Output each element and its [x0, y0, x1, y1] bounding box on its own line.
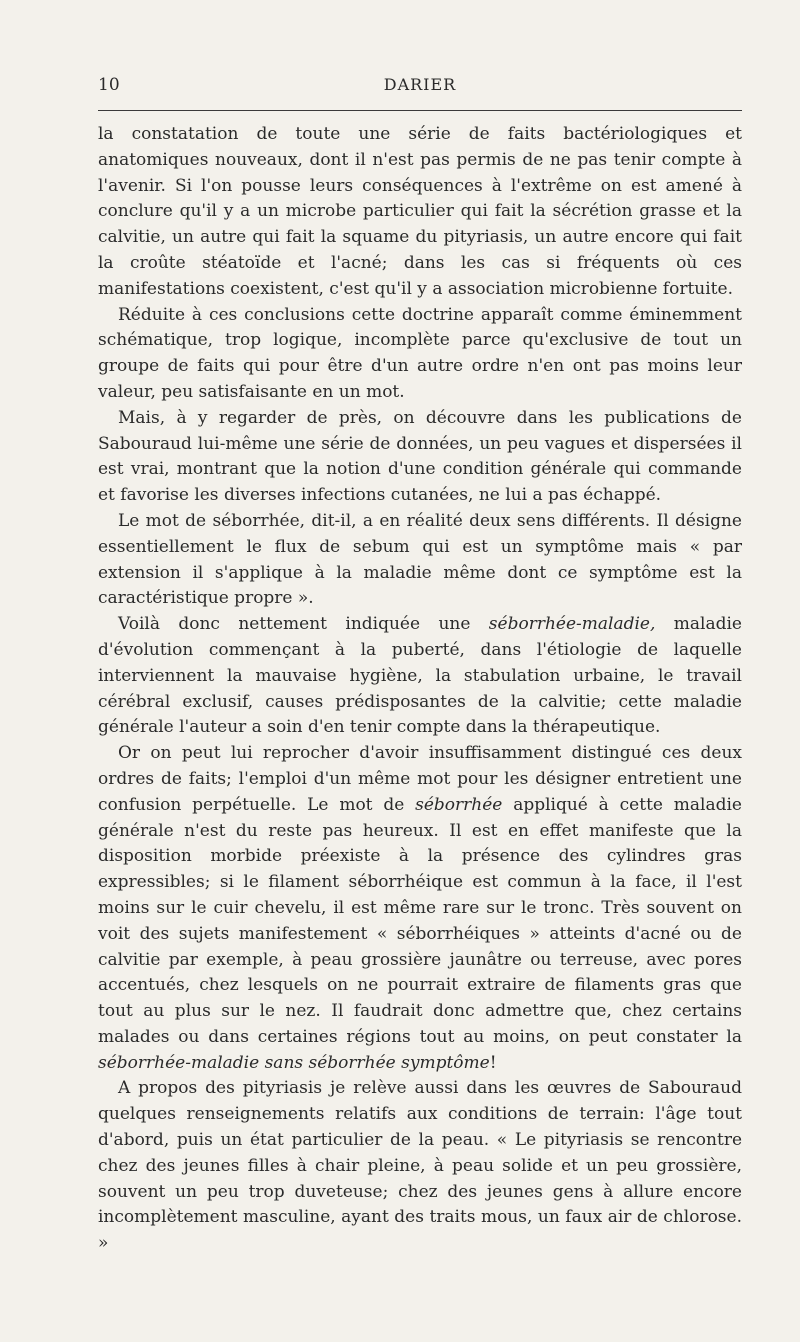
paragraph — [98, 122, 742, 303]
paragraph — [98, 406, 742, 509]
page-header — [98, 75, 742, 99]
paragraph — [98, 1076, 742, 1257]
running-title: DARIER — [383, 75, 457, 94]
text-run: ! — [489, 1052, 497, 1073]
text-run: Or on peut lui reprocher d'avoir insuffisamment distingué ces deux ordres de faits; l'emploi d'un même mot pour les désigner entretient une confusion perpétuelle. Le mot de — [98, 743, 742, 815]
page-number: 10 — [98, 75, 120, 95]
italic-text: séborrhée-maladie sans séborrhée symptôme — [98, 1052, 490, 1073]
text-run: Réduite à ces conclusions cette doctrine apparaît comme éminemment schématique, trop logique, incomplète parce qu'exclusive de tout un groupe de faits qui pour être d'un autre ordre n'en ont pas moins leur valeur, peu satisfaisante en un mot. — [98, 304, 742, 402]
text-run: Voilà donc nettement indiquée une — [118, 614, 489, 635]
text-run: maladie d'évolution commençant à la puberté, dans l'étiologie de laquelle interviennent la mauvaise hygiène, la stabulation urbaine, le travail cérébral exclusif, causes prédisposantes de la calvitie; cette maladie générale l'auteur a soin d'en tenir compte dans la thérapeutique. — [98, 614, 742, 738]
text-run: la constatation de toute une série de faits bactériologiques et anatomiques nouveaux, dont il n'est pas permis de ne pas tenir compte à l'avenir. Si l'on pousse leurs conséquences à l'extrême on est amené à conclure qu'il y a un microbe particulier qui fait la sécrétion grasse et la calvitie, un autre qui fait la squame du pityriasis, un autre encore qui fait la croûte stéatoïde et l'acné; dans les cas si fréquents où ces manifestations coexistent, c'est qu'il y a association microbienne fortuite. — [98, 124, 742, 299]
text-run: Le mot de séborrhée, dit-il, a en réalité deux sens différents. Il désigne essentiellement le flux de sebum qui est un symptôme mais « par extension il s'applique à la maladie même dont ce symptôme est la caractéristique propre ». — [98, 510, 742, 609]
page-body — [98, 122, 742, 1257]
text-run: appliqué à cette maladie générale n'est du reste pas heureux. Il est en effet manifeste que la disposition morbide préexiste à la présence des cylindres gras expressibles; si le filament séborrhéique est commun à la face, il l'est moins sur le cuir chevelu, il est même rare sur le tronc. Très souvent on voit des sujets manifestement « séborrhéiques » atteints d'acné ou de calvitie par exemple, à peau grossière jaunâtre ou terreuse, avec pores accentués, chez lesquels on ne pourrait extraire de filaments gras que tout au plus sur le nez. Il faudrait donc admettre que, chez certains malades ou dans certaines régions tout au moins, on peut constater la — [98, 794, 742, 1047]
italic-text: séborrhée-maladie, — [488, 614, 656, 635]
text-run: Mais, à y regarder de près, on découvre dans les publications de Sabouraud lui-même une série de données, un peu vagues et dispersées il est vrai, montrant que la notion d'une condition générale qui commande et favorise les diverses infections cutanées, ne lui a pas échappé. — [98, 407, 742, 506]
text-run: A propos des pityriasis je relève aussi dans les œuvres de Sabouraud quelques renseignements relatifs aux conditions de terrain: l'âge tout d'abord, puis un état particulier de la peau. « Le pityriasis se rencontre chez des jeunes filles à chair pleine, à peau solide et un peu grossière, souvent un peu trop duveteuse; chez des jeunes gens à allure encore incomplètement masculine, ayant des traits mous, un faux air de chlorose. » — [98, 1078, 742, 1254]
paragraph — [98, 741, 742, 1076]
paragraph — [98, 509, 742, 612]
italic-text: séborrhée — [415, 794, 503, 815]
header-rule — [98, 110, 742, 111]
paragraph — [98, 612, 742, 741]
paragraph — [98, 303, 742, 406]
